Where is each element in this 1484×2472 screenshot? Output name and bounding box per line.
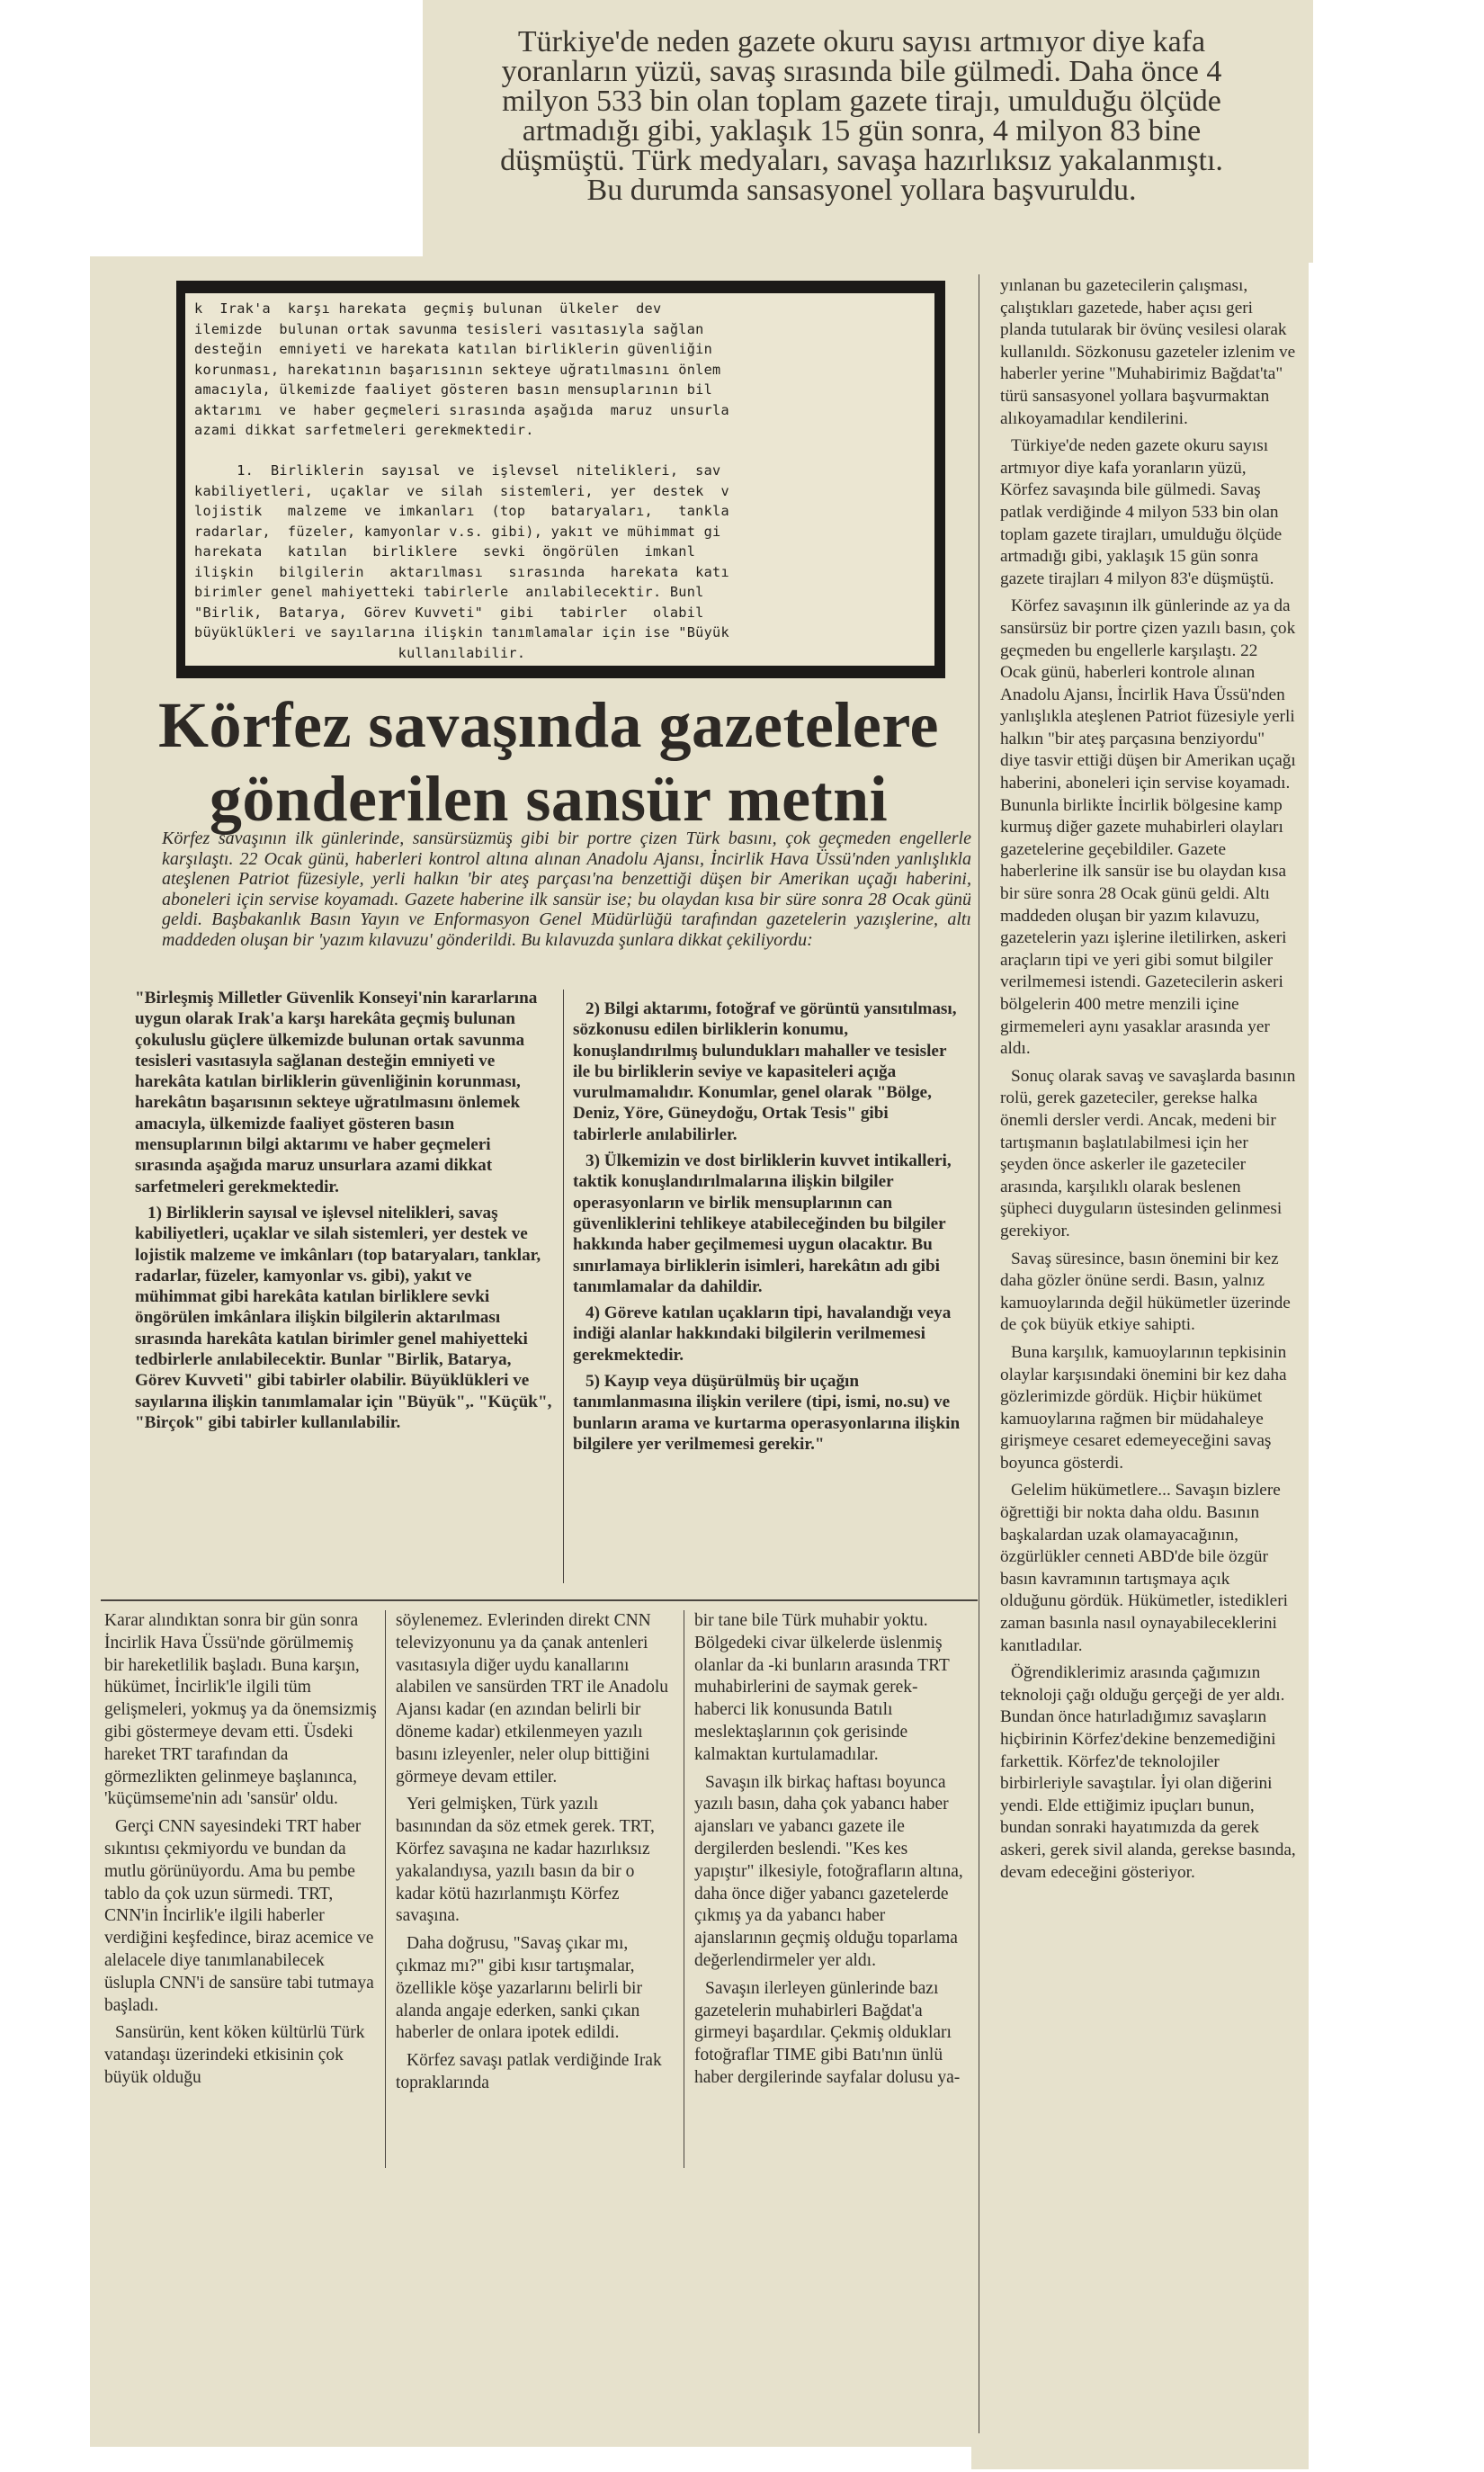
body-paragraph: yınlanan bu gazetecilerin çalışması, çalıştıkları gazetede, haber açısı geri planda tutularak bir övünç vesilesi olarak kullanıldı. Sözkonusu gazeteler izlenim ve haberler yerine "Muhabirimiz Bağdat'ta" türü sansasyonel yollara başvurmaktan alıkoyamadılar kendilerini.: [1000, 276, 1296, 428]
telex-line: ilişkin bilgilerin aktarılması sırasında harekata katı: [194, 563, 729, 580]
telex-line: 1. Birliklerin sayısal ve işlevsel nitelikleri, sav: [194, 462, 721, 479]
directive-paragraph: 4) Göreve katılan uçakların tipi, havalandığı veya indiği alanlar hakkındaki bilgilerin verilmemesi gerekmektedir.: [573, 1303, 952, 1365]
body-paragraph: Türkiye'de neden gazete okuru sayısı artmıyor diye kafa yoranların yüzü, Körfez savaşında bile gülmedi. Savaş patlak verdiğinde 4 milyon 533 bin olan toplam gazete tirajları, umulduğu ölçüde artmadığı gibi, yaklaşık 15 gün sonra gazete tirajları 4 milyon 83'e düşmüştü.: [1000, 436, 1283, 588]
body-paragraph: Sansürün, kent köken kültürlü Türk vatandaşı üzerindeki etkisinin çok büyük olduğu: [104, 2023, 365, 2087]
body-paragraph: Savaşın ilk birkaç haftası boyunca yazılı basın, daha çok yabancı haber ajansları ve yabancı gazete ile dergilerden beslendi. "Kes kes yapıştır" ilkesiyle, fotoğrafların altına, daha önce diğer yabancı gazetelerde çıkmış ya da yabancı haber ajanslarının geçmiş olduğu toparlama değerlendirmeler yer aldı.: [694, 1772, 963, 1970]
body-paragraph: Sonuç olarak savaş ve savaşlarda basının rolü, gerek gazeteciler, gerekse halka önemli dersler verdi. Ancak, medeni bir tartışmanın başlatılabilmesi için her şeyden önce askerler ile gazeteciler arasında, karşılıklı olarak beslenen şüpheci duyguların üstesinden gelinmesi gerekiyor.: [1000, 1066, 1296, 1240]
body-paragraph: Karar alındıktan sonra bir gün sonra İncirlik Hava Üssü'nde görülmemiş bir hareketlilik başladı. Buna karşın, hükümet, İncirlik'le ilgili tüm gelişmeleri, yokmuş ya da önemsizmiş gibi göstermeye devam etti. Üsdeki hareket TRT tarafından da görmezlikten gelinmeye başlanınca, 'küçümseme'nin adı 'sansür' oldu.: [104, 1611, 377, 1809]
directive-left-column: [135, 988, 556, 1438]
headline: [135, 688, 962, 836]
telex-line: desteğin emniyeti ve harekata katılan birliklerin güvenliğin: [194, 341, 713, 357]
telex-line: kullanılabilir.: [194, 644, 526, 661]
body-paragraph: Körfez savaşının ilk günlerinde az ya da sansürsüz bir portre çizen yazılı basın, çok geçmeden bu engellerle karşılaştı. 22 Ocak günü, haberleri kontrole alınan Anadolu Ajansı, İncirlik Hava Üssü'nden yanlışlıkla ateşlenen Patriot füzesiyle yerli halkın "bir ateş parçasına benziyordu" diye tasvir ettiği düşen bir Amerikan uçağı haberini, aboneleri için servise koyamadı. Bununla birlikte İncirlik bölgesine kamp kurmuş diğer gazete muhabirleri olayları gazetelerine geçebildiler. Gazete haberlerine ilk sansür ise bu olaydan kısa bir süre sonra 28 Ocak günü geldi. Altı maddeden oluşan bir yazım kılavuzu, gazetelerin yazı işlerine iletilirken, askeri araçların tipi ve yeri gibi somut bilgiler verilmemesi istendi. Gazetecilerin askeri bölgelerin 400 metre menzili içine girmemeleri aynı yasaklar arasında yer aldı.: [1000, 596, 1296, 1059]
censorship-telex-image: [176, 281, 945, 678]
right-body-column: [1000, 275, 1297, 1889]
telex-line: korunması, harekatının başarısının sekteye uğratılmasını önlem: [194, 361, 721, 378]
column-divider: [563, 990, 564, 1583]
top-caption-line: düşmüştü. Türk medyaları, savaşa hazırlıksız yakalanmıştı.: [500, 144, 1223, 177]
lead-paragraph: Körfez savaşının ilk günlerinde, sansürsüzmüş gibi bir portre çizen Türk basını, çok geçmeden engellerle karşılaştı. 22 Ocak günü, haberleri kontrol altına alınan Anadolu Ajansı, İncirlik Hava Üssü'nden yanlışlıkla ateşlenen Patriot füzesiyle, yerli halkın 'bir ateş parçası'na benzettiği düşen bir Amerikan uçağı haberini, aboneleri için servise koyamadı. Gazete haberine ilk sansür ise; bu olaydan kısa bir süre sonra 28 Ocak günü geldi. Başbakanlık Basın Yayın ve Enformasyon Genel Müdürlüğü tarafından gazetelerin yazışlerine, altı maddeden oluşan bir 'yazım kılavuzu' gönderildi. Bu kılavuzda şunlara dikkat çekiliyordu:: [162, 828, 971, 950]
telex-line: harekata katılan birliklere sevki öngörülen imkanl: [194, 543, 696, 560]
top-caption-line: artmadığı gibi, yaklaşık 15 gün sonra, 4 milyon 83 bine: [522, 114, 1202, 148]
body-column-3: [694, 1610, 966, 2095]
section-rule: [101, 1599, 978, 1601]
body-paragraph: Yeri gelmişken, Türk yazılı basınından da söz etmek gerek. TRT, Körfez savaşına ne kadar hazırlıksız yakalandıysa, yazılı basın da bir o kadar kötü hazırlanmıştı Körfez savaşına.: [396, 1795, 655, 1926]
body-column-1: [104, 1610, 377, 2095]
telex-line: aktarımı ve haber geçmeleri sırasında aşağıda maruz unsurla: [194, 401, 729, 418]
body-paragraph: bir tane bile Türk muhabir yoktu. Bölgedeki civar ülkelerde üslenmiş olanlar da -ki bunların arasında TRT muhabirlerini de saymak gerek- haberci lik konusunda Batılı meslektaşlarının çok gerisinde kalmaktan kurtulamadılar.: [694, 1611, 950, 1764]
top-caption-line: Türkiye'de neden gazete okuru sayısı artmıyor diye kafa: [517, 25, 1206, 58]
telex-line: radarlar, füzeler, kamyonlar v.s. gibi), yakıt ve mühimmat gi: [194, 523, 721, 540]
top-caption-line: Bu durumda sansasyonel yollara başvuruldu.: [586, 174, 1137, 207]
directive-paragraph: 1) Birliklerin sayısal ve işlevsel nitelikleri, savaş kabiliyetleri, uçaklar ve silah sistemleri, yer destek ve lojistik malzeme ve imkânları (top bataryaları, tanklar, radarlar, füzeler, kamyonlar vs. gibi), yakıt ve mühimmat gibi harekâta katılan birliklere sevki öngörülen imkânlara ilişkin bilgilerin aktarılması sırasında harekâta katılan birimler genel mahiyetteki tedbirlerle anılabilecektir. Bunlar "Birlik, Batarya, Görev Kuvveti" gibi tabirler olabilir. Büyüklükleri ve sayılarına ilişkin tanımlamalar için "Büyük",. "Küçük", "Birçok" gibi tabirler kullanılabilir.: [135, 1203, 552, 1432]
top-caption: [430, 27, 1293, 205]
headline-line: Körfez savaşında gazetelere: [158, 689, 939, 761]
telex-line: [194, 441, 925, 461]
body-paragraph: Gerçi CNN sayesindeki TRT haber sıkıntısı çekmiyordu ve bundan da mutlu görünüyordu. Ama bu pembe tablo da çok uzun sürmedi. TRT, CNN'in İncirlik'e ilgili haberler verdiğini keşfedince, biraz acemice ve alelacele diye tanımlanabilecek üslupla CNN'i de sansüre tabi tutmaya başladı.: [104, 1817, 374, 2015]
body-paragraph: Öğrendiklerimiz arasında çağımızın teknoloji çağı olduğu gerçeği de yer aldı. Bundan önce hatırladığımız savaşların hiçbirinin Körfez'dekine benzemediğini farkettik. Körfez'de teknolojiler birbirleriyle savaştılar. İyi olan diğerini yendi. Elde ettiğimiz ipuçları bunun, bundan sonraki hayatımızda da gerek askeri, gerek sivil alanda, gerekse basında, devam edeceğini gösteriyor.: [1000, 1663, 1296, 1882]
telex-line: ilemizde bulunan ortak savunma tesisleri vasıtasıyla sağlan: [194, 320, 704, 337]
telex-line: kabiliyetleri, uçaklar ve silah sistemleri, yer destek v: [194, 482, 729, 499]
telex-text: [185, 293, 934, 666]
telex-line: amacıyla, ülkemizde faaliyet gösteren basın mensuplarının bil: [194, 381, 713, 398]
directive-paragraph: 2) Bilgi aktarımı, fotoğraf ve görüntü yansıtılması, sözkonusu edilen birliklerin konumu, konuşlandırılmış bulundukları mahaller ve tesisler ile bu birliklerin seviye ve kapasiteleri açığa vurulmamalıdır. Konumlar, genel olarak "Bölge, Deniz, Yöre, Güneydoğu, Ortak Tesis" gibi tabirlerle anılabilirler.: [573, 999, 957, 1144]
body-paragraph: Gelelim hükümetlere... Savaşın bizlere öğrettiği bir nokta daha oldu. Basının başkalardan uzak olamayacağının, özgürlükler cenneti ABD'de bile özgür basın kavramının tartışmaya açık olduğunu gördük. Hükümetler, istedikleri zaman basınla nasıl oynayabileceklerini kanıtladılar.: [1000, 1481, 1288, 1655]
top-caption-line: milyon 533 bin olan toplam gazete tirajı, umulduğu ölçüde: [502, 85, 1221, 118]
headline-line: gönderilen sansür metni: [209, 763, 889, 835]
body-paragraph: Savaşın ilerleyen günlerinde bazı gazetelerin muhabirleri Bağdat'a girmeyi başardılar. Çekmiş oldukları fotoğraflar TIME gibi Batı'nın ünlü haber dergilerinde sayfalar dolusu ya-: [694, 1978, 961, 2087]
telex-line: "Birlik, Batarya, Görev Kuvveti" gibi tabirler olabil: [194, 604, 704, 621]
directive-right-column: [573, 999, 961, 1460]
body-paragraph: Savaş süresince, basın önemini bir kez daha gözler önüne serdi. Basın, yalnız kamuoylarında değil hükümetler üzerinde de çok büyük etkiye sahipti.: [1000, 1249, 1291, 1335]
telex-line: birimler genel mahiyetteki tabirlerle anılabilecektir. Bunl: [194, 584, 704, 600]
body-paragraph: Daha doğrusu, "Savaş çıkar mı, çıkmaz mı?" gibi kısır tartışmalar, özellikle köşe yazarlarını belirli bir alanda angaje ederken, sanki çıkan haberler de onlara ipotek edildi.: [396, 1934, 642, 2043]
telex-line: lojistik malzeme ve imkanları (top bataryaları, tankla: [194, 503, 729, 519]
telex-line: büyüklükleri ve sayılarına ilişkin tanımlamalar için ise "Büyük: [194, 624, 729, 640]
directive-paragraph: 3) Ülkemizin ve dost birliklerin kuvvet intikalleri, taktik konuşlandırılmalarına ilişkin bilgiler operasyonların ve birlik mensuplarının can güvenliklerini tehlikeye atabileceğinden bu bilgiler hakkında haber geçilmemesi uygun olacaktır. Bu sınırlamaya birliklerin isimleri, harekâtın adı gibi tanımlamalar da dahildir.: [573, 1151, 952, 1296]
body-paragraph: Körfez savaşı patlak verdiğinde Irak topraklarında: [396, 2051, 662, 2092]
top-caption-line: yoranların yüzü, savaş sırasında bile gülmedi. Daha önce 4: [501, 55, 1222, 88]
body-paragraph: Buna karşılık, kamuoylarının tepkisinin olaylar karşısındaki önemini bir kez daha gözlerimizde gördük. Hiçbir hükümet kamuoylarına rağmen bir müdahaleye girişmeye cesaret edemeyeceğini savaş boyunca gösterdi.: [1000, 1342, 1287, 1473]
telex-line: k Irak'a karşı harekata geçmiş bulunan ülkeler dev: [194, 300, 662, 317]
column-divider: [385, 1610, 386, 2168]
directive-paragraph: 5) Kayıp veya düşürülmüş bir uçağın tanımlanmasına ilişkin verilere (tipi, ismi, no.su) ve bunların arama ve kurtarma operasyonlarına ilişkin bilgilere yer verilmemesi gerekir.": [573, 1372, 961, 1454]
telex-line: azami dikkat sarfetmeleri gerekmektedir.: [194, 422, 534, 438]
directive-paragraph: "Birleşmiş Milletler Güvenlik Konseyi'nin kararlarına uygun olarak Irak'a karşı harekâta geçmiş bulunan çokuluslu güçlere ülkemizde bulunan ortak savunma tesisleri vasıtasıyla sağlanan desteğin emniyeti ve harekâta katılan birliklerin güvenliğinin korunması, harekâtın başarısının sekteye uğratılmasını önlemek amacıyla, ülkemizde faaliyet gösteren basın mensuplarının bilgi aktarımı ve haber geçmeleri sırasında aşağıda maruz unsurlara azami dikkat sarfetmeleri gerekmektedir.: [135, 989, 538, 1196]
body-column-2: [396, 1610, 673, 2100]
body-paragraph: söylenemez. Evlerinden direkt CNN televizyonunu ya da çanak antenleri vasıtasıyla diğer uydu kanallarını alabilen ve sansürden TRT ile Anadolu Ajansı kadar (en azından belirli bir döneme kadar) etkilenmeyen yazılı basını izleyenler, neler olup bittiğini görmeye devam ettiler.: [396, 1611, 669, 1787]
